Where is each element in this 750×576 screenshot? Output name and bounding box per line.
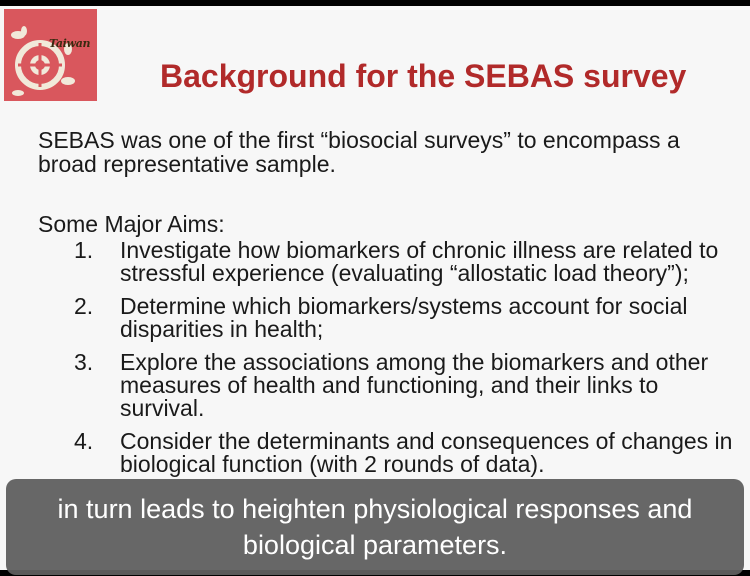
- subtitle-caption: in turn leads to heighten physiological responses and biological parameters.: [6, 479, 744, 575]
- aim-item: [74, 430, 734, 476]
- aim-number: 3.: [74, 349, 94, 375]
- aim-text: Determine which biomarkers/systems account for social disparities in health;: [120, 293, 688, 342]
- intro-paragraph: SEBAS was one of the first “biosocial surveys” to encompass a broad representative sample.: [38, 127, 680, 177]
- aims-list: [74, 239, 734, 486]
- aim-text: Consider the determinants and consequences of changes in biological function (with 2 rounds of data).: [120, 428, 733, 477]
- aim-text: Investigate how biomarkers of chronic illness are related to stressful experience (evaluating “allostatic load theory”);: [120, 237, 719, 286]
- aim-item: [74, 239, 734, 285]
- aims-heading: Some Major Aims:: [38, 211, 225, 237]
- taiwan-logo: [4, 9, 97, 101]
- logo-text: Taiwan: [49, 37, 91, 50]
- aim-number: 4.: [74, 428, 94, 454]
- aim-item: [74, 351, 734, 420]
- aim-number: 2.: [74, 293, 94, 319]
- aim-item: [74, 295, 734, 341]
- flower-emblem-icon: [4, 9, 97, 101]
- aim-text: Explore the associations among the biomarkers and other measures of health and functioning, and their links to survival.: [120, 349, 709, 421]
- slide-title: Background for the SEBAS survey: [160, 58, 687, 94]
- aim-number: 1.: [74, 237, 94, 263]
